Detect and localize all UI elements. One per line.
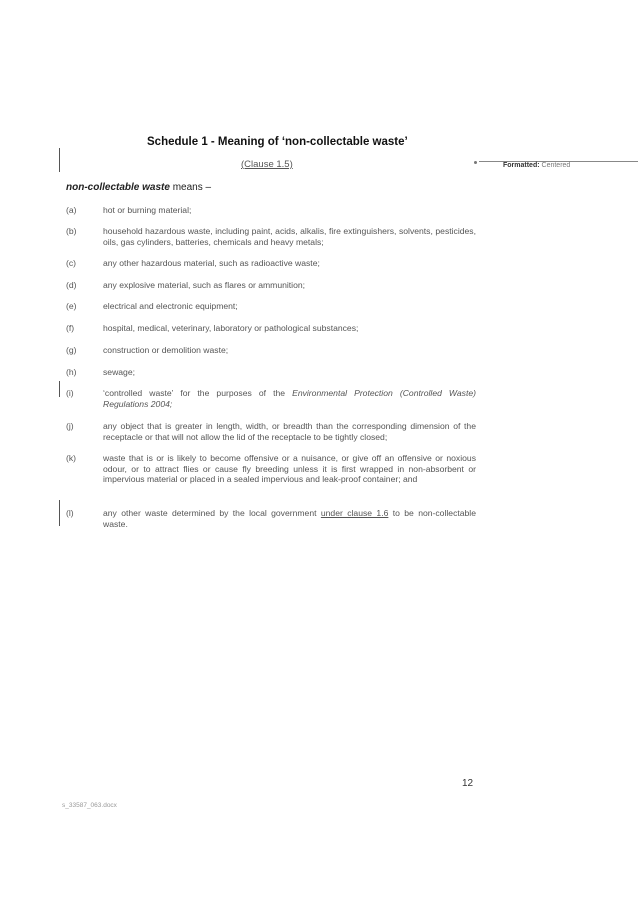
list-item xyxy=(66,280,476,291)
item-text: any object that is greater in length, width, or breadth than the corresponding dimension of the receptacle or that will not allow the lid of the receptacle to be tightly closed; xyxy=(103,421,476,442)
item-label: (g) xyxy=(66,345,77,355)
list-item xyxy=(66,205,476,216)
item-label: (f) xyxy=(66,323,75,333)
page-number: 12 xyxy=(462,778,474,789)
item-label: (b) xyxy=(66,226,77,236)
list-item xyxy=(66,323,476,334)
item-text-plain: ‘controlled waste’ for the purposes of the xyxy=(103,388,293,398)
item-label: (l) xyxy=(66,508,74,518)
schedule-title: Schedule 1 - Meaning of ‘non-collectable waste’ xyxy=(147,136,408,148)
item-label: (a) xyxy=(66,205,77,215)
item-text: any explosive material, such as flares or ammunition; xyxy=(103,280,306,290)
list-item xyxy=(66,226,476,247)
item-text: household hazardous waste, including paint, acids, alkalis, fire extinguishers, solvents, pesticides, oils, gas cylinders, batteries, chemicals and heavy metals; xyxy=(103,226,476,247)
document-footer: s_33587_063.docx xyxy=(62,802,117,809)
definition-means: means – xyxy=(169,182,212,193)
formatting-comment-balloon[interactable] xyxy=(503,162,570,169)
item-text: construction or demolition waste; xyxy=(103,345,229,355)
item-label: (i) xyxy=(66,388,74,398)
item-label: (d) xyxy=(66,280,77,290)
list-item xyxy=(66,421,476,442)
item-text xyxy=(103,508,476,529)
item-text-plain: any other waste determined by the local government xyxy=(103,508,321,518)
item-text: any other hazardous material, such as radioactive waste; xyxy=(103,258,320,268)
list-item xyxy=(66,508,476,529)
list-item xyxy=(66,367,476,378)
list-item xyxy=(66,388,476,409)
definition-intro xyxy=(66,182,211,193)
list-item xyxy=(66,453,476,485)
item-text: hot or burning material; xyxy=(103,205,192,215)
balloon-label: Formatted: xyxy=(503,162,540,169)
item-text-plain: to be non-collectable waste. xyxy=(103,508,476,529)
item-text: hospital, medical, veterinary, laboratory or pathological substances; xyxy=(103,323,359,333)
change-bar xyxy=(59,500,60,526)
regulation-title: Environmental Protection (Controlled Waste) Regulations 2004; xyxy=(103,388,476,409)
item-label: (e) xyxy=(66,301,77,311)
clause-reference: (Clause 1.5) xyxy=(241,159,293,170)
balloon-value: Centered xyxy=(541,162,571,169)
item-label: (k) xyxy=(66,453,77,463)
list-item xyxy=(66,301,476,312)
item-text: sewage; xyxy=(103,367,136,377)
item-text xyxy=(103,388,476,409)
list-item xyxy=(66,345,476,356)
change-bar xyxy=(59,381,60,397)
item-text: waste that is or is likely to become offensive or a nuisance, or give off an offensive or noxious odour, or to attract flies or cause fly breeding unless it is first wrapped in non-absorbent or impervious material or placed in a sealed impervious and leak-proof container; and xyxy=(103,453,476,485)
list-item xyxy=(66,258,476,269)
change-bar xyxy=(59,148,60,172)
item-label: (j) xyxy=(66,421,74,431)
item-label: (c) xyxy=(66,258,77,268)
defined-term: non-collectable waste xyxy=(66,182,170,193)
item-label: (h) xyxy=(66,367,77,377)
comment-anchor xyxy=(474,161,477,164)
item-text: electrical and electronic equipment; xyxy=(103,301,238,311)
clause-link[interactable]: under clause 1.6 xyxy=(320,508,389,518)
